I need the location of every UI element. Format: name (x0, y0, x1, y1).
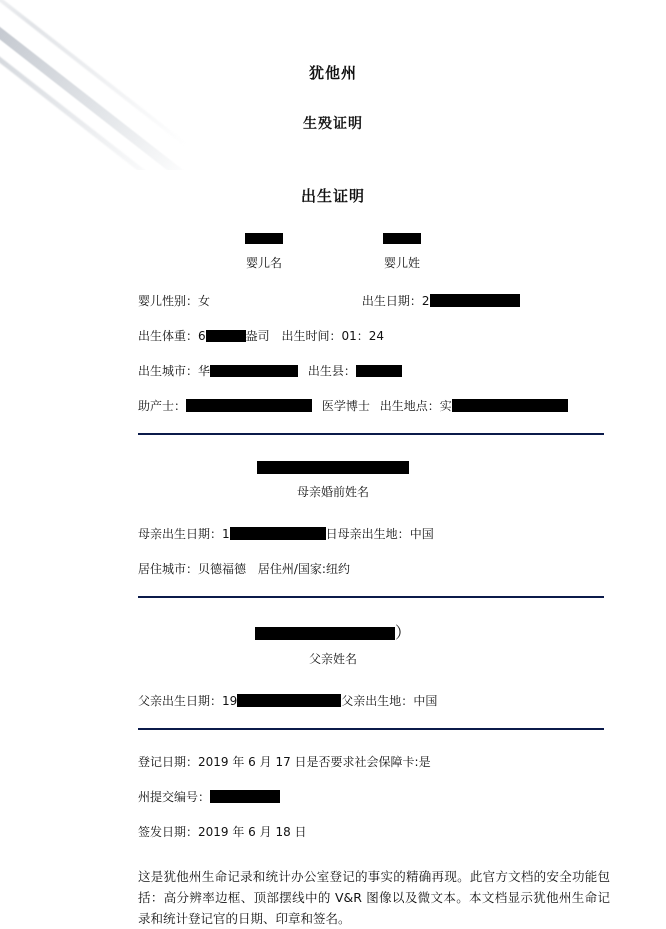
infant-fields (0, 293, 666, 414)
redaction-bar (210, 790, 280, 803)
registration-date-value: 2019 年 6 月 17 日 (198, 755, 307, 769)
field-midwife-and-birthplace (138, 398, 606, 414)
mother-name-redaction-row (0, 457, 666, 476)
infant-birthdate-value: 2 (421, 294, 430, 308)
birth-weight-unit: 盎司 (245, 329, 270, 343)
father-name-suffix: ） (394, 623, 411, 642)
field-state-file-number (138, 789, 606, 805)
redaction-bar (383, 233, 421, 244)
birth-place-label: 出生地点： (379, 399, 440, 413)
birth-time-value: 01：24 (341, 329, 385, 343)
mother-birthdate-value: 1 (222, 527, 230, 541)
redaction-bar (452, 399, 568, 412)
midwife-label: 助产士： (138, 399, 187, 413)
issue-date-value: 2019 年 6 月 18 日 (198, 825, 307, 839)
residence-state-label: 居住州/国家: (257, 562, 326, 576)
field-infant-sex-and-birthdate (138, 293, 606, 309)
redaction-bar (210, 365, 298, 377)
mother-birthdate-suffix: 日 (325, 527, 338, 541)
section-divider-mother (138, 433, 604, 435)
field-registration-date (138, 754, 606, 770)
mother-fields (0, 526, 666, 577)
father-birthplace-label: 父亲出生地： (341, 694, 414, 708)
mother-name-block (0, 457, 666, 500)
field-birth-city-and-county (138, 363, 606, 379)
birth-certificate-section-title: 出生证明 (300, 187, 365, 205)
redaction-bar (255, 627, 395, 640)
infant-name-row (0, 228, 666, 271)
mother-birthplace-value: 中国 (409, 527, 434, 541)
residence-city-label: 居住城市： (138, 562, 199, 576)
birth-city-label: 出生城市： (138, 364, 199, 378)
redaction-bar (186, 399, 312, 412)
section-divider-father (138, 596, 604, 598)
ssn-request-value: 是 (418, 755, 431, 769)
field-issue-date (138, 824, 606, 840)
father-name-block (0, 620, 666, 667)
residence-state-value: 纽约 (325, 562, 350, 576)
infant-last-name-field (359, 228, 445, 271)
birth-time-label: 出生时间： (281, 329, 342, 343)
birth-weight-value: 6 (198, 329, 206, 343)
father-birthdate-value: 19 (222, 694, 238, 708)
infant-first-name-label: 婴儿名 (245, 256, 282, 270)
state-file-number-label: 州提交编号： (138, 790, 211, 804)
father-name-redaction-row (0, 620, 666, 643)
redaction-bar (206, 330, 246, 342)
security-features-note: 这是犹他州生命记录和统计办公室登记的事实的精确再现。此官方文档的安全功能包括：高分辨率边框、顶部摆线中的 V&R 图像以及微文本。本文档显示犹他州生命记录和统计登记官的日期、印章和签名。 (138, 869, 610, 926)
issue-date-label: 签发日期： (138, 825, 199, 839)
state-title: 犹他州 (308, 64, 357, 82)
mother-birthdate-label: 母亲出生日期： (138, 527, 223, 541)
record-type-title: 生殁证明 (303, 116, 363, 132)
redaction-bar (257, 461, 409, 474)
registration-date-label: 登记日期： (138, 755, 199, 769)
field-father-birthdate-and-birthplace (138, 693, 606, 709)
field-mother-residence (138, 561, 606, 577)
birth-weight-label: 出生体重： (138, 329, 199, 343)
birth-city-value: 华 (198, 364, 211, 378)
infant-sex-value: 女 (198, 294, 211, 308)
registration-fields (0, 754, 666, 840)
redaction-bar (237, 694, 341, 707)
infant-first-name-field (221, 228, 307, 271)
redaction-bar (230, 527, 326, 540)
infant-last-name-label: 婴儿姓 (383, 256, 420, 270)
ssn-request-label: 是否要求社会保障卡: (306, 755, 419, 769)
infant-birthdate-label: 出生日期： (361, 294, 422, 308)
birth-place-value: 实 (439, 399, 452, 413)
redaction-bar (245, 233, 283, 244)
residence-city-value: 贝德福德 (198, 562, 247, 576)
father-birthdate-label: 父亲出生日期： (138, 694, 223, 708)
father-fields (0, 693, 666, 709)
redaction-bar (356, 365, 402, 377)
father-birthplace-value: 中国 (413, 694, 438, 708)
section-divider-registration (138, 728, 604, 730)
midwife-title: 医学博士 (321, 399, 370, 413)
mother-birthplace-label: 母亲出生地： (337, 527, 410, 541)
field-birth-weight-and-time (138, 328, 606, 344)
document-header (0, 0, 666, 133)
mother-maiden-name-label: 母亲婚前姓名 (296, 485, 369, 499)
father-name-label: 父亲姓名 (308, 652, 357, 666)
field-mother-birthdate-and-birthplace (138, 526, 606, 542)
redaction-bar (430, 294, 520, 307)
birth-county-label: 出生县： (307, 364, 356, 378)
infant-sex-label: 婴儿性别： (138, 294, 199, 308)
